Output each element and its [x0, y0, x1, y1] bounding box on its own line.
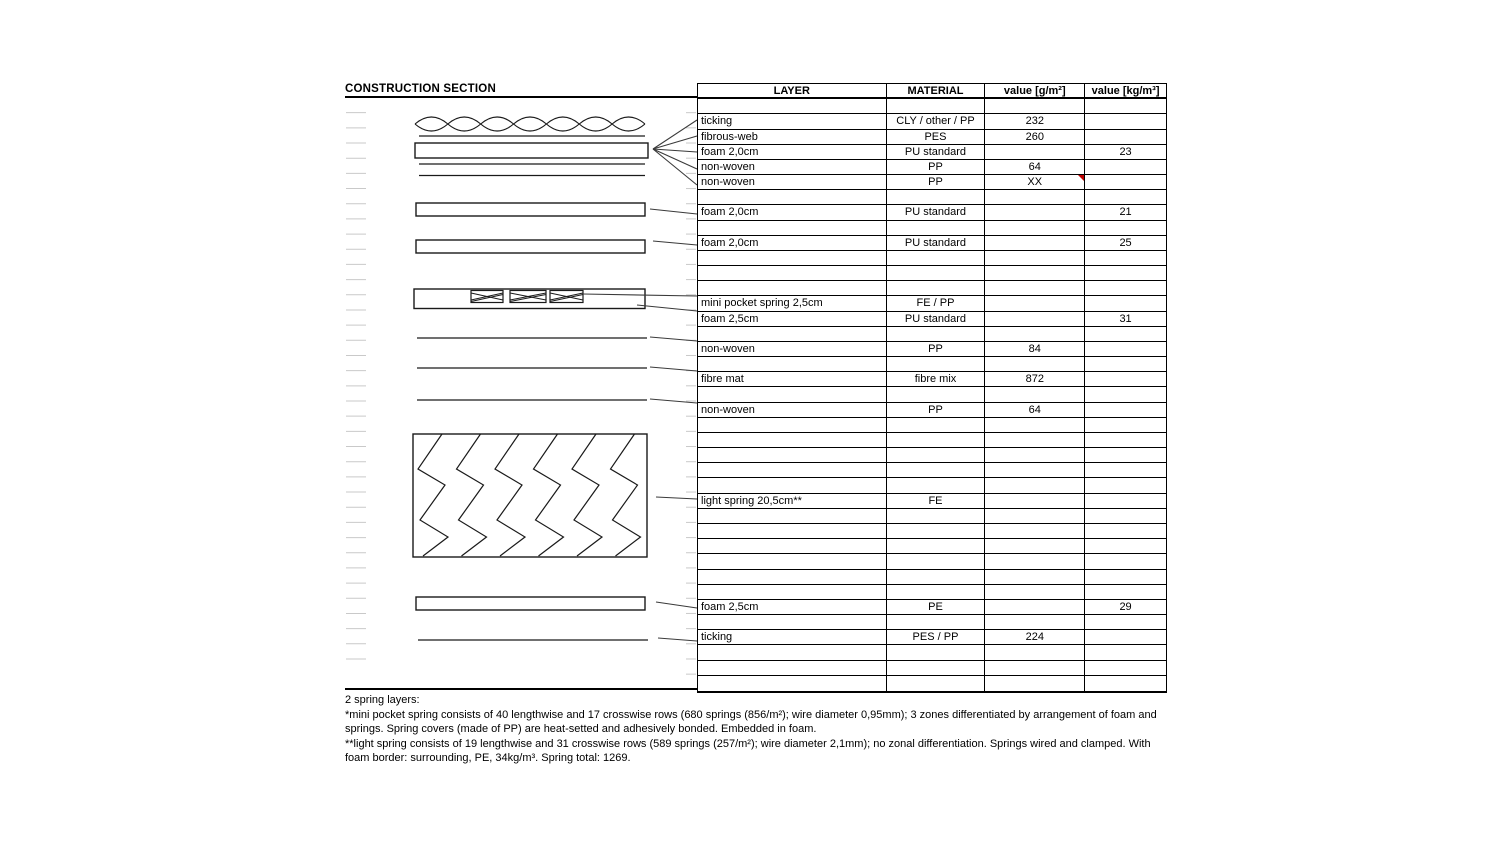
table-cell: 29 [1119, 600, 1132, 613]
table-cell [1085, 403, 1166, 417]
table-cell: 31 [1119, 312, 1132, 325]
table-cell: FE [887, 494, 986, 508]
foam-20-rect-icon-2 [416, 203, 645, 216]
footnote-line: foam border: surrounding, PE, 34kg/m³. Spring total: 1269. [345, 752, 631, 764]
table-cell: non-woven [698, 160, 887, 174]
table-cell: 224 [985, 630, 1085, 644]
table-cell [985, 190, 1085, 204]
table-row [698, 327, 1166, 342]
table-cell [1085, 630, 1166, 644]
table-row [698, 296, 1166, 311]
table-cell [1085, 463, 1166, 477]
table-cell: PES / PP [887, 630, 986, 644]
column-header-material: MATERIAL [887, 84, 986, 97]
table-cell [1085, 357, 1166, 371]
table-row [698, 433, 1166, 448]
table-cell [985, 494, 1085, 508]
table-cell [887, 251, 986, 265]
table-cell [985, 524, 1085, 538]
column-header-value-gm2: value [g/m²] [985, 84, 1085, 97]
table-cell [698, 661, 887, 675]
table-cell [1085, 524, 1166, 538]
mini-pocket-spring-icon [550, 295, 583, 302]
table-row [698, 570, 1166, 585]
table-cell: 64 [985, 403, 1085, 417]
table-cell [698, 585, 887, 599]
light-spring-rect-icon [413, 434, 647, 557]
table-cell [985, 312, 1085, 326]
connector-line [650, 367, 697, 371]
table-cell [1085, 372, 1166, 386]
light-spring-zigzag-icon [457, 434, 487, 556]
table-cell: PES [887, 130, 986, 144]
table-cell [1085, 448, 1166, 462]
table-cell [1085, 296, 1166, 310]
footnote-line: **light spring consists of 19 lengthwise and 31 crosswise rows (589 springs (257/m²); wire diameter 2,1mm); no zonal differentiation. Springs wired and clamped. With [345, 737, 1151, 750]
table-cell [887, 645, 986, 659]
table-cell [698, 418, 887, 432]
foam-20-rect-icon-1 [415, 143, 648, 158]
table-row [698, 266, 1166, 281]
table-cell [985, 236, 1085, 250]
mini-pocket-spring-icon [510, 291, 546, 303]
footnote-line: *mini pocket spring consists of 40 lengthwise and 17 crosswise rows (680 springs (856/m²); wire diameter 0,95mm); 3 zones differentiated by arrangement of foam and [345, 708, 1157, 721]
table-cell [698, 327, 887, 341]
table-cell [1085, 478, 1166, 492]
table-cell [1085, 661, 1166, 675]
connector-line [653, 241, 697, 245]
table-row [698, 342, 1166, 357]
table-cell [1085, 342, 1166, 356]
table-cell [887, 661, 986, 675]
table-cell [698, 676, 887, 691]
mini-pocket-spring-icon [550, 291, 583, 303]
table-cell [698, 190, 887, 204]
column-header-layer: LAYER [698, 84, 887, 97]
table-cell: PP [887, 342, 986, 356]
table-cell [887, 357, 986, 371]
table-row [698, 387, 1166, 402]
table-cell: non-woven [698, 403, 887, 417]
table-cell [698, 539, 887, 553]
table-row [698, 403, 1166, 418]
table-cell [887, 221, 986, 235]
table-cell [887, 281, 986, 295]
table-cell [985, 448, 1085, 462]
table-cell [1085, 554, 1166, 568]
mini-pocket-foam-rect-icon [414, 289, 645, 309]
table-cell [1085, 251, 1166, 265]
table-cell [887, 509, 986, 523]
table-cell [985, 600, 1085, 614]
table-cell [1085, 114, 1166, 128]
table-row [698, 509, 1166, 524]
table-cell: non-woven [698, 175, 887, 189]
table-cell: PP [887, 403, 986, 417]
table-cell [985, 387, 1085, 401]
table-cell [887, 539, 986, 553]
light-spring-zigzag-icon [611, 434, 641, 556]
mini-pocket-spring-icon [471, 291, 503, 303]
table-row [698, 630, 1166, 645]
table-row [698, 175, 1166, 190]
table-cell [698, 463, 887, 477]
ticking-wave-icon [415, 117, 645, 131]
table-cell: ticking [698, 114, 887, 128]
ticking-wave-icon [415, 117, 645, 131]
table-cell [985, 661, 1085, 675]
table-cell: PE [887, 600, 986, 614]
connector-line [650, 209, 697, 214]
table-cell [698, 554, 887, 568]
table-cell [985, 99, 1085, 113]
table-cell [887, 615, 986, 629]
page-title: CONSTRUCTION SECTION [345, 83, 496, 95]
table-cell [1085, 645, 1166, 659]
table-cell [698, 251, 887, 265]
table-cell [985, 615, 1085, 629]
table-cell [1085, 190, 1166, 204]
mini-pocket-spring-icon [550, 293, 583, 300]
table-cell [887, 190, 986, 204]
table-cell [698, 281, 887, 295]
table-cell [985, 539, 1085, 553]
table-cell: 232 [985, 114, 1085, 128]
table-cell [1085, 327, 1166, 341]
table-cell [887, 570, 986, 584]
table-row [698, 600, 1166, 615]
table-cell [698, 478, 887, 492]
mini-pocket-spring-icon [510, 295, 546, 302]
layers-table [697, 83, 1167, 693]
table-row [698, 372, 1166, 387]
table-row [698, 554, 1166, 569]
table-cell [985, 205, 1085, 219]
table-cell: foam 2,0cm [698, 145, 887, 159]
table-cell [1085, 433, 1166, 447]
table-row [698, 524, 1166, 539]
table-row [698, 645, 1166, 660]
table-cell: 21 [1119, 206, 1132, 219]
table-cell [985, 251, 1085, 265]
connector-line [650, 337, 697, 341]
table-row [698, 236, 1166, 251]
table-cell: PP [887, 160, 986, 174]
light-spring-zigzag-icon [418, 434, 448, 556]
table-cell: foam 2,0cm [698, 205, 887, 219]
table-cell [698, 99, 887, 113]
table-cell [985, 676, 1085, 691]
table-row [698, 99, 1166, 114]
table-row [698, 312, 1166, 327]
foam-20-rect-icon-3 [416, 240, 645, 253]
table-cell [985, 570, 1085, 584]
table-cell: 64 [985, 160, 1085, 174]
table-cell: PU standard [887, 236, 986, 250]
connector-line [653, 136, 697, 149]
connector-line [656, 497, 697, 499]
table-row [698, 357, 1166, 372]
footnote-line: 2 spring layers: [345, 694, 420, 706]
table-row [698, 251, 1166, 266]
connector-line [656, 602, 697, 608]
connector-line [658, 638, 697, 641]
table-cell [698, 357, 887, 371]
table-body [698, 99, 1166, 691]
table-cell [887, 554, 986, 568]
table-cell [985, 145, 1085, 159]
connector-line [653, 149, 697, 152]
table-cell: XX [985, 175, 1085, 189]
table-cell [698, 645, 887, 659]
table-row [698, 160, 1166, 175]
comment-marker [1078, 175, 1084, 181]
table-cell: ticking [698, 630, 887, 644]
table-cell [887, 387, 986, 401]
table-cell: PP [887, 175, 986, 189]
table-cell [985, 418, 1085, 432]
table-cell [1085, 175, 1166, 189]
table-cell: 25 [1119, 236, 1132, 249]
connector-line [650, 399, 697, 403]
table-cell [985, 554, 1085, 568]
mini-pocket-spring-icon [471, 293, 503, 300]
table-cell [985, 281, 1085, 295]
light-spring-zigzag-icon [572, 434, 602, 556]
table-cell [1085, 130, 1166, 144]
table-cell [985, 645, 1085, 659]
table-cell [985, 585, 1085, 599]
table-cell [698, 615, 887, 629]
table-cell: foam 2,5cm [698, 600, 887, 614]
table-cell [887, 448, 986, 462]
table-row [698, 418, 1166, 433]
table-cell [1085, 570, 1166, 584]
table-row [698, 190, 1166, 205]
table-cell [985, 296, 1085, 310]
mini-pocket-spring-icon [550, 293, 583, 300]
table-header-row [698, 84, 1166, 99]
table-cell [1085, 387, 1166, 401]
table-cell [1085, 539, 1166, 553]
table-cell [985, 327, 1085, 341]
light-spring-zigzag-icon [495, 434, 525, 556]
mini-pocket-spring-icon [510, 293, 546, 300]
footnote-line: springs. Spring covers (made of PP) are heat-setted and adhesively bonded. Embedded in foam. [345, 723, 817, 735]
table-cell: 872 [985, 372, 1085, 386]
table-cell [985, 221, 1085, 235]
table-cell: fibre mix [887, 372, 986, 386]
table-row [698, 281, 1166, 296]
sheet-bottom-line [345, 688, 698, 690]
footnote [345, 693, 1170, 766]
column-header-value-kgm3: value [kg/m³] [1091, 84, 1160, 97]
table-cell [887, 585, 986, 599]
title-underline [345, 96, 698, 98]
table-cell [698, 524, 887, 538]
mini-pocket-spring-icon [471, 293, 503, 300]
table-row [698, 661, 1166, 676]
table-cell: non-woven [698, 342, 887, 356]
mini-pocket-spring-icon [471, 295, 503, 302]
foam-25-pe-rect-icon [416, 597, 645, 610]
table-row [698, 676, 1166, 691]
table-cell [887, 524, 986, 538]
table-cell [1085, 494, 1166, 508]
table-cell: light spring 20,5cm** [698, 494, 887, 508]
table-cell [985, 478, 1085, 492]
table-row [698, 463, 1166, 478]
table-cell: 260 [985, 130, 1085, 144]
table-cell [887, 266, 986, 280]
table-cell [887, 327, 986, 341]
connector-line [583, 294, 697, 296]
table-row [698, 114, 1166, 129]
table-cell [698, 266, 887, 280]
table-cell [985, 433, 1085, 447]
connector-line [653, 120, 697, 149]
table-row [698, 539, 1166, 554]
table-cell [1085, 266, 1166, 280]
table-cell: foam 2,5cm [698, 312, 887, 326]
table-cell [698, 221, 887, 235]
table-row [698, 221, 1166, 236]
table-cell [887, 418, 986, 432]
connector-line [653, 149, 697, 185]
table-cell: PU standard [887, 145, 986, 159]
table-cell [985, 463, 1085, 477]
table-cell [1085, 418, 1166, 432]
table-cell: FE / PP [887, 296, 986, 310]
table-row [698, 615, 1166, 630]
table-cell [887, 433, 986, 447]
table-cell: fibre mat [698, 372, 887, 386]
table-row [698, 478, 1166, 493]
connector-line [653, 149, 697, 169]
table-cell [698, 570, 887, 584]
table-cell [1085, 509, 1166, 523]
table-cell [1085, 615, 1166, 629]
table-cell [698, 448, 887, 462]
table-row [698, 130, 1166, 145]
table-cell: fibrous-web [698, 130, 887, 144]
table-cell [887, 99, 986, 113]
connector-line [637, 305, 697, 311]
table-cell [1085, 585, 1166, 599]
table-cell: mini pocket spring 2,5cm [698, 296, 887, 310]
table-cell [698, 433, 887, 447]
table-cell [1085, 99, 1166, 113]
table-cell: PU standard [887, 312, 986, 326]
light-spring-zigzag-icon [534, 434, 564, 556]
table-row [698, 448, 1166, 463]
table-cell: 84 [985, 342, 1085, 356]
table-cell [985, 509, 1085, 523]
table-cell [698, 509, 887, 523]
table-cell [698, 387, 887, 401]
table-cell [887, 676, 986, 691]
table-row [698, 494, 1166, 509]
table-cell: PU standard [887, 205, 986, 219]
table-cell [887, 463, 986, 477]
table-row [698, 205, 1166, 220]
table-cell [1085, 281, 1166, 295]
table-cell [1085, 160, 1166, 174]
table-cell: CLY / other / PP [887, 114, 986, 128]
table-cell [985, 266, 1085, 280]
table-cell [1085, 676, 1166, 691]
mini-pocket-spring-icon [510, 293, 546, 300]
table-cell [985, 357, 1085, 371]
table-cell: foam 2,0cm [698, 236, 887, 250]
table-cell [887, 478, 986, 492]
table-row [698, 585, 1166, 600]
table-cell [1085, 221, 1166, 235]
table-row [698, 145, 1166, 160]
table-cell: 23 [1119, 145, 1132, 158]
